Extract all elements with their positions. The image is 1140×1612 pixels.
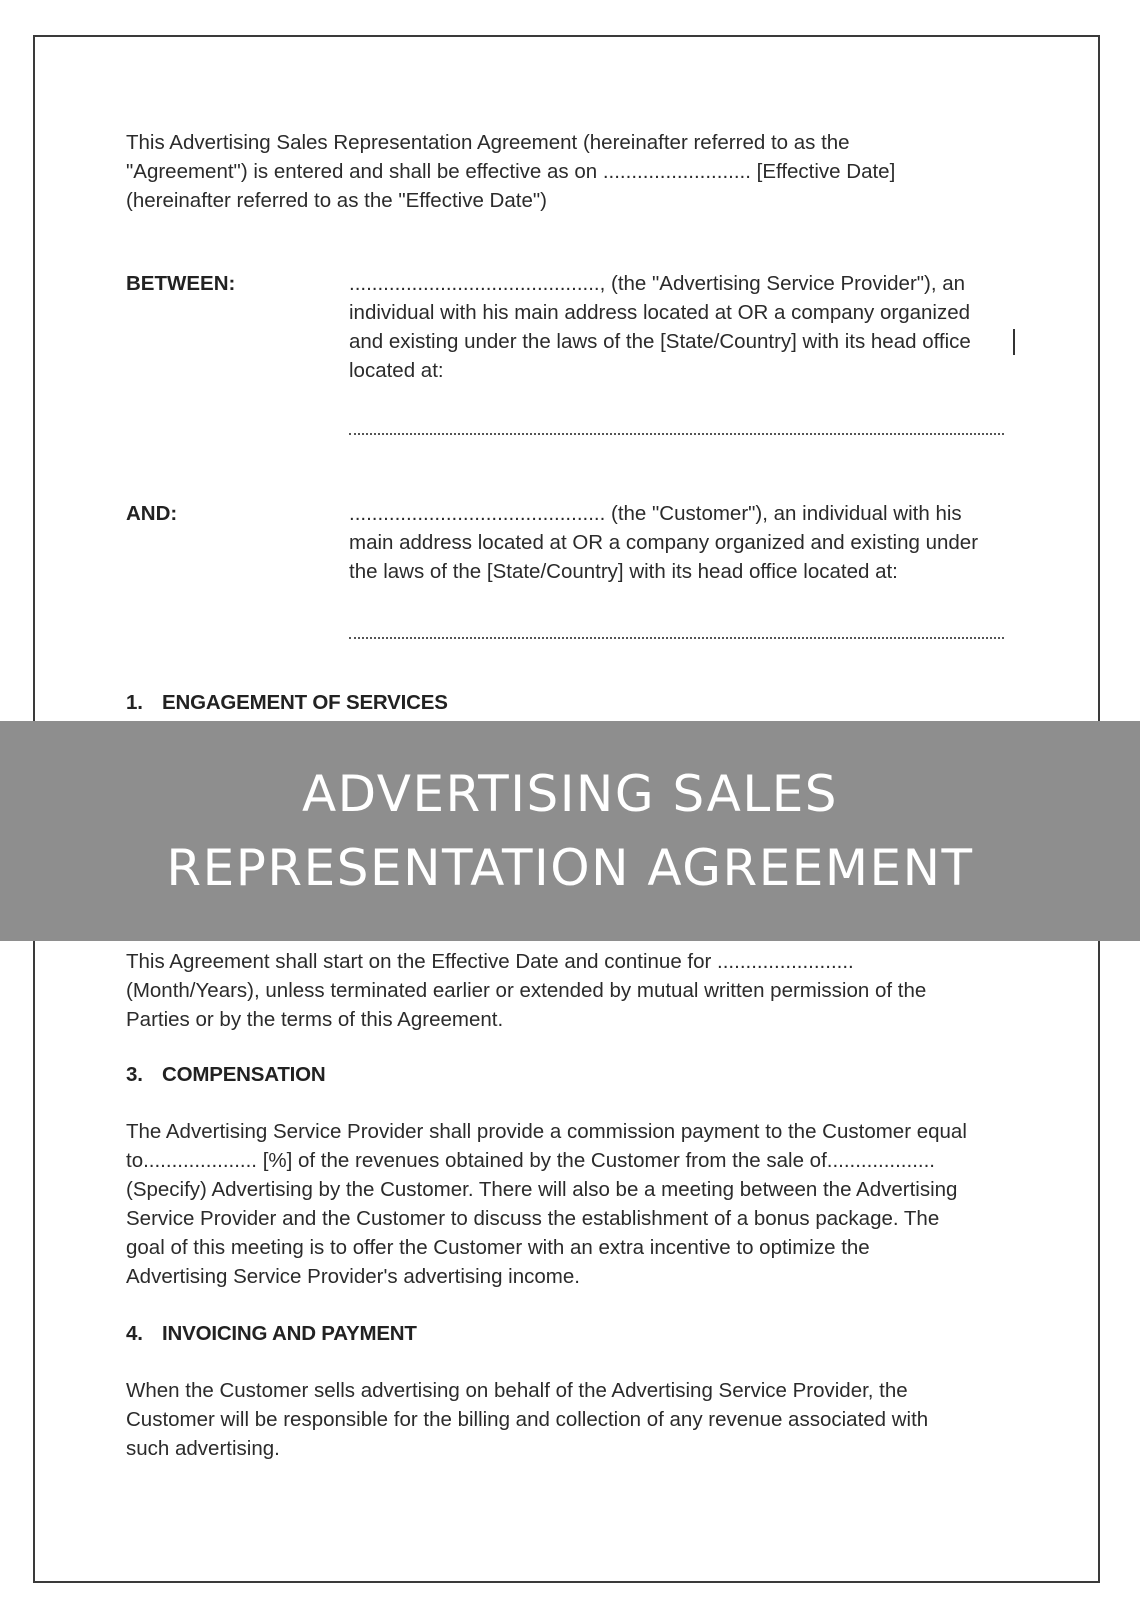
section-3-line: Advertising Service Provider's advertising income. <box>126 1265 580 1288</box>
between-label: BETWEEN: <box>126 272 236 295</box>
intro-line: This Advertising Sales Representation Agreement (hereinafter referred to as the <box>126 131 850 154</box>
section-title: ENGAGEMENT OF SERVICES <box>162 691 448 714</box>
section-4-body <box>126 1376 1011 1463</box>
section-2-line: (Month/Years), unless terminated earlier or extended by mutual written permission of the <box>126 979 927 1002</box>
section-number: 1. <box>126 691 143 714</box>
section-3-line: Service Provider and the Customer to discuss the establishment of a bonus package. The <box>126 1207 940 1230</box>
between-address-blank <box>349 433 1004 435</box>
between-line: located at: <box>349 359 444 382</box>
section-4-line: Customer will be responsible for the billing and collection of any revenue associated with <box>126 1408 929 1431</box>
section-3-line: to.................... [%] of the revenues obtained by the Customer from the sale of................... <box>126 1149 935 1172</box>
text-cursor <box>1013 329 1015 355</box>
section-title: COMPENSATION <box>162 1063 326 1086</box>
section-2-body <box>126 947 1011 1034</box>
intro-line: (hereinafter referred to as the "Effective Date") <box>126 189 547 212</box>
section-3-body <box>126 1117 1011 1291</box>
intro-line: "Agreement") is entered and shall be effective as on .......................... [Effective Date] <box>126 160 896 183</box>
section-3-heading <box>126 1060 326 1089</box>
section-4-heading <box>126 1319 417 1348</box>
banner-title-line: REPRESENTATION AGREEMENT <box>166 839 974 897</box>
section-3-line: goal of this meeting is to offer the Customer with an extra incentive to optimize the <box>126 1236 870 1259</box>
section-2-line: Parties or by the terms of this Agreement. <box>126 1008 504 1031</box>
section-number: 3. <box>126 1063 143 1086</box>
and-line: the laws of the [State/Country] with its head office located at: <box>349 560 898 583</box>
section-3-line: The Advertising Service Provider shall provide a commission payment to the Customer equal <box>126 1120 967 1143</box>
between-line: ............................................, (the "Advertising Service Provider"), an <box>349 272 966 295</box>
and-text <box>349 499 1009 586</box>
section-number: 4. <box>126 1322 143 1345</box>
title-banner <box>0 721 1140 941</box>
section-1-heading <box>126 688 448 717</box>
section-2-line: This Agreement shall start on the Effective Date and continue for ........................ <box>126 950 854 973</box>
and-address-blank <box>349 637 1004 639</box>
between-text <box>349 269 1009 385</box>
between-line: and existing under the laws of the [State/Country] with its head office <box>349 330 971 353</box>
section-3-line: (Specify) Advertising by the Customer. There will also be a meeting between the Advertising <box>126 1178 958 1201</box>
and-line: ............................................. (the "Customer"), an individual with his <box>349 502 962 525</box>
and-line: main address located at OR a company organized and existing under <box>349 531 979 554</box>
section-4-line: such advertising. <box>126 1437 280 1460</box>
section-title: INVOICING AND PAYMENT <box>162 1322 417 1345</box>
between-line: individual with his main address located at OR a company organized <box>349 301 971 324</box>
banner-title-line: ADVERTISING SALES <box>301 765 839 823</box>
and-label: AND: <box>126 502 178 525</box>
section-4-line: When the Customer sells advertising on behalf of the Advertising Service Provider, the <box>126 1379 908 1402</box>
intro-paragraph <box>126 128 946 215</box>
